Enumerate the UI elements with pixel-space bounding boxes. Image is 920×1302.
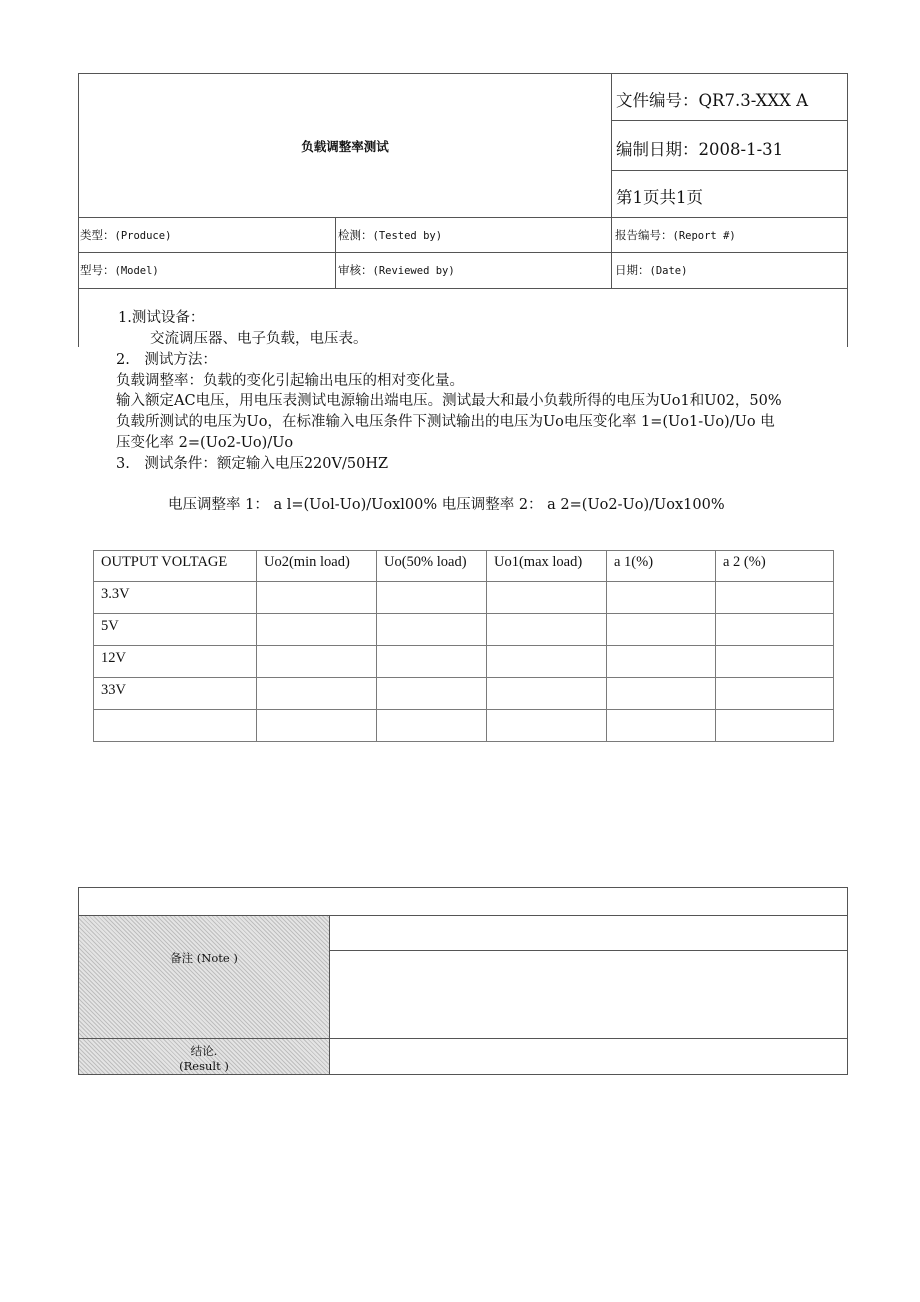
table-cell xyxy=(257,646,377,678)
table-cell xyxy=(607,614,716,646)
date-field xyxy=(615,262,687,278)
table-cell xyxy=(377,646,487,678)
table-cell xyxy=(377,710,487,742)
reviewed-by-field xyxy=(338,262,455,278)
report-number-field xyxy=(615,227,736,243)
method-text-line: 压变化率 2=(Uo2-Uo)/Uo xyxy=(116,435,294,451)
content-frame-border xyxy=(78,289,79,347)
table-cell: 5V xyxy=(94,614,257,646)
table-cell xyxy=(94,710,257,742)
table-cell xyxy=(716,582,834,614)
document-title: 负载调整率测试 xyxy=(301,138,389,154)
result-label-en: (Result ) xyxy=(179,1059,229,1073)
table-cell xyxy=(257,710,377,742)
method-text-line: 输入额定AC电压，用电压表测试电源输出端电压。测试最大和最小负载所得的电压为Uo1和U02，50% xyxy=(116,393,782,409)
report-number-label: 报告编号： xyxy=(615,228,673,242)
table-cell xyxy=(716,646,834,678)
note-label-cell xyxy=(79,916,329,1038)
table-cell xyxy=(487,614,607,646)
column-header: a 1(%) xyxy=(607,551,716,582)
equipment-list: 交流调压器、电子负载，电压表。 xyxy=(150,331,368,347)
table-cell xyxy=(377,614,487,646)
report-number-value: (Report #) xyxy=(672,230,736,242)
table-cell xyxy=(607,710,716,742)
model-field xyxy=(80,262,159,278)
table-cell xyxy=(257,614,377,646)
date-value: (Date) xyxy=(649,265,688,277)
divider xyxy=(611,120,847,121)
page-info: 第1页共1页 xyxy=(616,188,703,207)
table-cell xyxy=(716,710,834,742)
table-cell: 33V xyxy=(94,678,257,710)
table-cell xyxy=(377,678,487,710)
table-cell xyxy=(487,582,607,614)
tested-by-field xyxy=(338,227,442,243)
note-label: 备注 (Note ) xyxy=(170,951,238,965)
tested-by-value: (Tested by) xyxy=(372,230,443,242)
table-row xyxy=(94,710,834,742)
model-label: 型号： xyxy=(80,263,115,277)
header-table xyxy=(78,73,848,289)
note-result-table xyxy=(78,887,848,1075)
divider xyxy=(79,915,847,916)
compile-date: 编制日期：2008-1-31 xyxy=(616,140,784,159)
table-cell xyxy=(257,678,377,710)
document-number: 文件编号：QR7.3-XXX A xyxy=(616,91,809,110)
table-header-row xyxy=(94,551,834,582)
divider xyxy=(329,915,330,1074)
table-row xyxy=(94,582,834,614)
method-text-line: 负载所测试的电压为Uo，在标准输入电压条件下测试输出的电压为Uo电压变化率 1=(Uo1-Uo)/Uo 电 xyxy=(116,414,775,430)
table-cell xyxy=(257,582,377,614)
tested-by-label: 检测： xyxy=(338,228,373,242)
reviewed-by-label: 审核： xyxy=(338,263,373,277)
divider xyxy=(611,170,847,171)
section-heading-method: 2. 测试方法： xyxy=(116,352,217,368)
table-cell xyxy=(607,646,716,678)
type-field xyxy=(80,227,171,243)
section-heading-equipment: 1.测试设备： xyxy=(118,310,205,326)
divider xyxy=(611,74,612,288)
table-cell xyxy=(716,678,834,710)
table-cell xyxy=(716,614,834,646)
date-label: 日期： xyxy=(615,263,650,277)
table-row xyxy=(94,646,834,678)
column-header: Uo(50% load) xyxy=(377,551,487,582)
table-cell xyxy=(607,678,716,710)
method-definition: 负载调整率：负载的变化引起输出电压的相对变化量。 xyxy=(116,373,464,389)
table-cell xyxy=(377,582,487,614)
divider xyxy=(79,1038,847,1039)
column-header: OUTPUT VOLTAGE xyxy=(94,551,257,582)
table-cell: 12V xyxy=(94,646,257,678)
table-cell xyxy=(487,710,607,742)
result-label-cn: 结论. xyxy=(190,1044,218,1058)
column-header: Uo1(max load) xyxy=(487,551,607,582)
table-cell: 3.3V xyxy=(94,582,257,614)
table-cell xyxy=(487,678,607,710)
column-header: Uo2(min load) xyxy=(257,551,377,582)
type-value: (Produce) xyxy=(114,230,172,242)
table-cell xyxy=(607,582,716,614)
section-heading-conditions: 3. 测试条件：额定输入电压220V/50HZ xyxy=(116,456,389,472)
reviewed-by-value: (Reviewed by) xyxy=(372,265,455,277)
table-row xyxy=(94,614,834,646)
divider xyxy=(79,252,847,253)
content-frame-border xyxy=(847,289,848,347)
regulation-formula: 电压调整率 1： a l=(Uol-Uo)/Uoxl00% 电压调整率 2： a 2=(Uo2-Uo)/Uox100% xyxy=(168,497,725,513)
divider xyxy=(329,950,847,951)
load-regulation-table xyxy=(93,550,834,742)
table-row xyxy=(94,678,834,710)
type-label: 类型： xyxy=(80,228,115,242)
column-header: a 2 (%) xyxy=(716,551,834,582)
table-cell xyxy=(487,646,607,678)
divider xyxy=(79,217,847,218)
model-value: (Model) xyxy=(114,265,159,277)
